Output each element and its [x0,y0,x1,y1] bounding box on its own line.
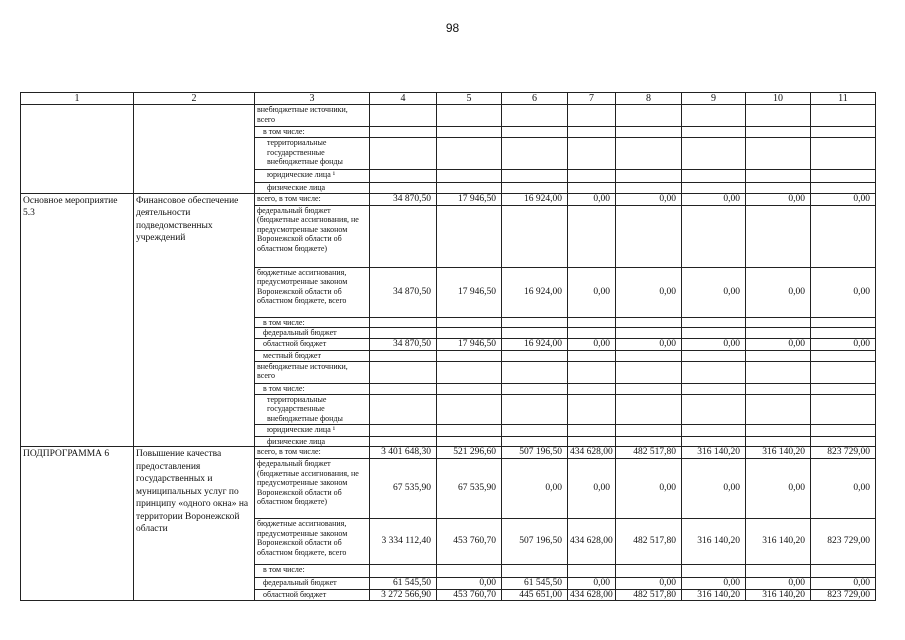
value-cell: 0,00 [746,459,811,519]
value-cell [370,138,437,170]
value-cell: 61 545,50 [370,578,437,590]
value-cell [568,138,616,170]
value-cell [811,436,876,447]
value-cell: 0,00 [811,459,876,519]
funding-source-cell: в том числе: [255,565,370,578]
funding-source-cell: федеральный бюджет (бюджетные ассигнования, не предусмотренные законом Воронежской области об областном бюджете) [255,459,370,519]
value-cell: 17 946,50 [437,267,502,317]
value-cell [682,138,746,170]
funding-source-cell: областной бюджет [255,589,370,601]
funding-source-cell: юридические лица ¹ [255,424,370,436]
value-cell: 0,00 [746,193,811,205]
value-cell [682,170,746,183]
value-cell [811,105,876,127]
value-cell [811,383,876,394]
value-cell: 0,00 [682,578,746,590]
value-cell [811,424,876,436]
value-cell [437,383,502,394]
value-cell [568,127,616,138]
value-cell: 0,00 [682,267,746,317]
value-cell [568,350,616,361]
value-cell [746,170,811,183]
value-cell [370,105,437,127]
page-number: 98 [445,21,460,35]
value-cell [437,127,502,138]
value-cell [568,565,616,578]
value-cell [370,565,437,578]
funding-source-cell: областной бюджет [255,339,370,351]
value-cell [811,205,876,267]
value-cell [502,383,568,394]
value-cell [502,205,568,267]
funding-source-cell: местный бюджет [255,350,370,361]
value-cell [682,328,746,339]
value-cell: 16 924,00 [502,267,568,317]
value-cell [437,317,502,328]
value-cell [568,105,616,127]
value-cell: 434 628,00 [568,447,616,459]
value-cell [616,205,682,267]
value-cell [437,350,502,361]
value-cell: 0,00 [746,267,811,317]
value-cell [616,424,682,436]
funding-source-cell: физические лица [255,436,370,447]
value-cell [616,138,682,170]
value-cell: 0,00 [568,339,616,351]
value-cell: 0,00 [811,267,876,317]
funding-source-cell: физические лица [255,183,370,194]
funding-source-cell: в том числе: [255,127,370,138]
value-cell: 34 870,50 [370,339,437,351]
value-cell [811,317,876,328]
value-cell [502,394,568,424]
value-cell [437,361,502,383]
value-cell [437,138,502,170]
value-cell: 0,00 [568,267,616,317]
value-cell [502,350,568,361]
value-cell [568,436,616,447]
program-cell [21,105,134,194]
value-cell: 823 729,00 [811,447,876,459]
value-cell [568,361,616,383]
header-cell: 11 [811,93,876,105]
value-cell [370,394,437,424]
value-cell [682,383,746,394]
value-cell [682,105,746,127]
value-cell [746,183,811,194]
value-cell [437,105,502,127]
value-cell [437,328,502,339]
value-cell [568,183,616,194]
funding-source-cell: бюджетные ассигнования, предусмотренные законом Воронежской области об областном бюджете, всего [255,519,370,565]
funding-source-cell: в том числе: [255,317,370,328]
funding-source-cell: территориальные государственные внебюджетные фонды [255,138,370,170]
value-cell [682,394,746,424]
funding-source-cell: бюджетные ассигнования, предусмотренные законом Воронежской области об областном бюджете, всего [255,267,370,317]
value-cell: 67 535,90 [370,459,437,519]
value-cell [811,170,876,183]
value-cell [616,183,682,194]
value-cell: 0,00 [568,578,616,590]
value-cell [568,328,616,339]
value-cell [370,350,437,361]
value-cell [437,183,502,194]
value-cell [568,394,616,424]
funding-source-cell: всего, в том числе: [255,193,370,205]
table-row [21,447,876,459]
value-cell: 17 946,50 [437,193,502,205]
value-cell [370,317,437,328]
value-cell: 0,00 [811,193,876,205]
header-cell: 8 [616,93,682,105]
value-cell: 434 628,00 [568,519,616,565]
funding-source-cell: территориальные государственные внебюджетные фонды [255,394,370,424]
value-cell [811,183,876,194]
value-cell: 316 140,20 [746,589,811,601]
value-cell [746,317,811,328]
value-cell [682,205,746,267]
value-cell: 34 870,50 [370,267,437,317]
value-cell [502,170,568,183]
value-cell [370,361,437,383]
value-cell [616,565,682,578]
value-cell [746,350,811,361]
value-cell [437,424,502,436]
value-cell: 482 517,80 [616,447,682,459]
value-cell: 507 196,50 [502,519,568,565]
value-cell: 453 760,70 [437,519,502,565]
activity-name-cell [134,105,255,194]
value-cell: 0,00 [682,459,746,519]
funding-source-cell: федеральный бюджет (бюджетные ассигнования, не предусмотренные законом Воронежской области об областном бюджете) [255,205,370,267]
funding-source-cell: в том числе: [255,383,370,394]
funding-source-cell: федеральный бюджет [255,328,370,339]
value-cell [746,424,811,436]
header-cell: 2 [134,93,255,105]
header-cell: 9 [682,93,746,105]
program-cell: Основное мероприятие 5.3 [21,193,134,447]
value-cell [682,350,746,361]
value-cell [616,361,682,383]
header-cell: 10 [746,93,811,105]
value-cell: 3 272 566,90 [370,589,437,601]
value-cell [502,127,568,138]
header-cell: 6 [502,93,568,105]
value-cell [811,394,876,424]
value-cell [811,565,876,578]
activity-name-cell: Повышение качества предоставления государственных и муниципальных услуг по принципу «одного окна» на территории Воронежской области [134,447,255,601]
value-cell [370,424,437,436]
value-cell [502,183,568,194]
value-cell: 16 924,00 [502,339,568,351]
value-cell [746,205,811,267]
table-row [21,193,876,205]
value-cell: 0,00 [437,578,502,590]
value-cell [437,565,502,578]
funding-source-cell: внебюджетные источники, всего [255,105,370,127]
value-cell: 434 628,00 [568,589,616,601]
value-cell [746,436,811,447]
value-cell: 316 140,20 [682,589,746,601]
value-cell: 316 140,20 [746,519,811,565]
value-cell [502,105,568,127]
funding-source-cell: юридические лица ¹ [255,170,370,183]
program-cell: ПОДПРОГРАММА 6 [21,447,134,601]
value-cell: 61 545,50 [502,578,568,590]
value-cell [568,317,616,328]
value-cell [746,328,811,339]
value-cell: 507 196,50 [502,447,568,459]
value-cell: 17 946,50 [437,339,502,351]
value-cell [682,361,746,383]
value-cell: 16 924,00 [502,193,568,205]
value-cell [370,183,437,194]
value-cell [616,317,682,328]
value-cell [746,383,811,394]
header-cell: 5 [437,93,502,105]
value-cell [568,170,616,183]
value-cell: 453 760,70 [437,589,502,601]
value-cell [746,138,811,170]
value-cell [437,394,502,424]
value-cell: 0,00 [682,193,746,205]
value-cell [616,170,682,183]
header-cell: 7 [568,93,616,105]
value-cell [746,565,811,578]
budget-table [20,92,876,601]
value-cell: 3 401 648,30 [370,447,437,459]
value-cell [502,361,568,383]
value-cell [746,105,811,127]
value-cell: 0,00 [616,459,682,519]
value-cell [370,436,437,447]
funding-source-cell: внебюджетные источники, всего [255,361,370,383]
value-cell [746,361,811,383]
value-cell [811,127,876,138]
value-cell [568,205,616,267]
value-cell: 482 517,80 [616,519,682,565]
value-cell: 823 729,00 [811,519,876,565]
value-cell: 316 140,20 [682,519,746,565]
value-cell: 3 334 112,40 [370,519,437,565]
value-cell [437,205,502,267]
value-cell [502,436,568,447]
value-cell: 0,00 [682,339,746,351]
funding-source-cell: федеральный бюджет [255,578,370,590]
value-cell [746,127,811,138]
value-cell: 0,00 [616,267,682,317]
value-cell [437,436,502,447]
value-cell [616,127,682,138]
value-cell: 0,00 [811,578,876,590]
value-cell [616,394,682,424]
value-cell: 316 140,20 [682,447,746,459]
activity-name-cell: Финансовое обеспечение деятельности подведомственных учреждений [134,193,255,447]
header-cell: 4 [370,93,437,105]
value-cell [811,138,876,170]
value-cell [437,170,502,183]
value-cell [370,127,437,138]
value-cell: 0,00 [746,578,811,590]
value-cell [682,424,746,436]
value-cell: 482 517,80 [616,589,682,601]
value-cell [502,317,568,328]
value-cell [370,383,437,394]
value-cell: 0,00 [746,339,811,351]
value-cell: 445 651,00 [502,589,568,601]
value-cell: 521 296,60 [437,447,502,459]
value-cell [746,394,811,424]
value-cell: 0,00 [811,339,876,351]
header-cell: 1 [21,93,134,105]
value-cell: 0,00 [616,193,682,205]
value-cell: 0,00 [502,459,568,519]
value-cell: 34 870,50 [370,193,437,205]
table-row [21,105,876,127]
value-cell: 823 729,00 [811,589,876,601]
value-cell [811,350,876,361]
value-cell: 316 140,20 [746,447,811,459]
value-cell [370,170,437,183]
value-cell [811,361,876,383]
header-cell: 3 [255,93,370,105]
value-cell [568,424,616,436]
value-cell: 0,00 [568,193,616,205]
value-cell: 0,00 [616,578,682,590]
value-cell [682,436,746,447]
value-cell [682,127,746,138]
value-cell [616,328,682,339]
value-cell [616,350,682,361]
value-cell: 0,00 [616,339,682,351]
header-row [21,93,876,105]
value-cell [811,328,876,339]
value-cell [370,205,437,267]
value-cell [682,317,746,328]
value-cell [682,183,746,194]
value-cell [682,565,746,578]
value-cell: 0,00 [568,459,616,519]
value-cell [370,328,437,339]
value-cell [568,383,616,394]
value-cell [502,138,568,170]
value-cell [616,383,682,394]
value-cell [502,424,568,436]
value-cell [502,565,568,578]
value-cell [502,328,568,339]
value-cell [616,105,682,127]
value-cell: 67 535,90 [437,459,502,519]
funding-source-cell: всего, в том числе: [255,447,370,459]
value-cell [616,436,682,447]
